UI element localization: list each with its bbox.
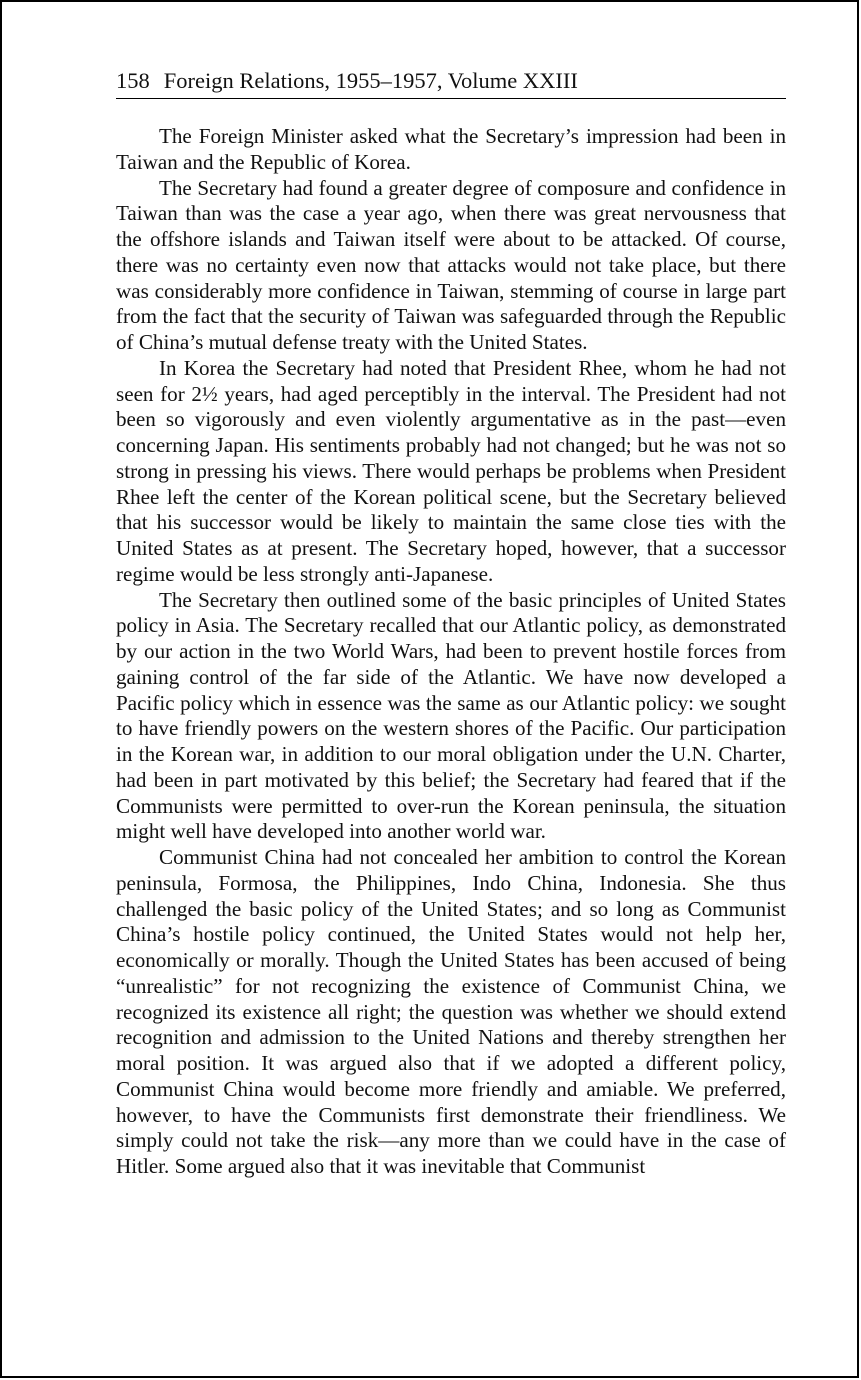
paragraph-asia-policy: The Secretary then outlined some of the basic principles of United States policy in Asia. The Secretary recalled that our Atlantic policy, as demonstrated by our action in the two World Wars, had been to prevent hostile forces from gaining control of the far side of the Atlantic. We have now developed a Pacific policy which in essence was the same as our Atlantic policy: we sought to have friendly powers on the western shores of the Pacific. Our participation in the Korean war, in addition to our moral obligation under the U.N. Charter, had been in part motivated by this belief; the Secretary had feared that if the Communists were permitted to over-run the Korean peninsula, the situation might well have developed into another world war. xyxy=(116,587,786,844)
paragraph-korea: In Korea the Secretary had noted that President Rhee, whom he had not seen for 2½ years, had aged perceptibly in the interval. The President had not been so vigorously and even violently argumentative as in the past—even concerning Japan. His sentiments probably had not changed; but he was not so strong in pressing his views. There would perhaps be problems when President Rhee left the center of the Korean political scene, but the Secretary believed that his successor would be likely to maintain the same close ties with the United States as at present. The Secretary hoped, however, that a successor regime would be less strongly anti-Japanese. xyxy=(116,355,786,586)
page-number: 158 xyxy=(116,68,150,93)
document-body xyxy=(116,124,786,1180)
running-header xyxy=(116,68,786,99)
volume-title: Foreign Relations, 1955–1957, Volume XXIII xyxy=(163,68,578,93)
paragraph-impressions: The Foreign Minister asked what the Secretary’s impression had been in Taiwan and the Republic of Korea. xyxy=(116,124,786,174)
paragraph-communist-china: Communist China had not concealed her ambition to control the Korean peninsula, Formosa, the Philippines, Indo China, Indonesia. She thus challenged the basic policy of the United States; and so long as Communist China’s hostile policy continued, the United States would not help her, economically or morally. Though the United States has been accused of being “unrealistic” for not recognizing the existence of Communist China, we recognized its existence all right; the question was whether we should extend recognition and admission to the United Nations and thereby strengthen her moral position. It was argued also that if we adopted a different policy, Communist China would become more friendly and amiable. We preferred, however, to have the Communists first demonstrate their friendliness. We simply could not take the risk—any more than we could have in the case of Hitler. Some argued also that it was inevitable that Communist xyxy=(116,845,786,1178)
paragraph-taiwan: The Secretary had found a greater degree of composure and confidence in Taiwan than was the case a year ago, when there was great nervousness that the offshore islands and Taiwan itself were about to be attacked. Of course, there was no certainty even now that attacks would not take place, but there was considerably more confidence in Taiwan, stemming of course in large part from the fact that the security of Taiwan was safeguarded through the Republic of China’s mutual defense treaty with the United States. xyxy=(116,175,786,354)
